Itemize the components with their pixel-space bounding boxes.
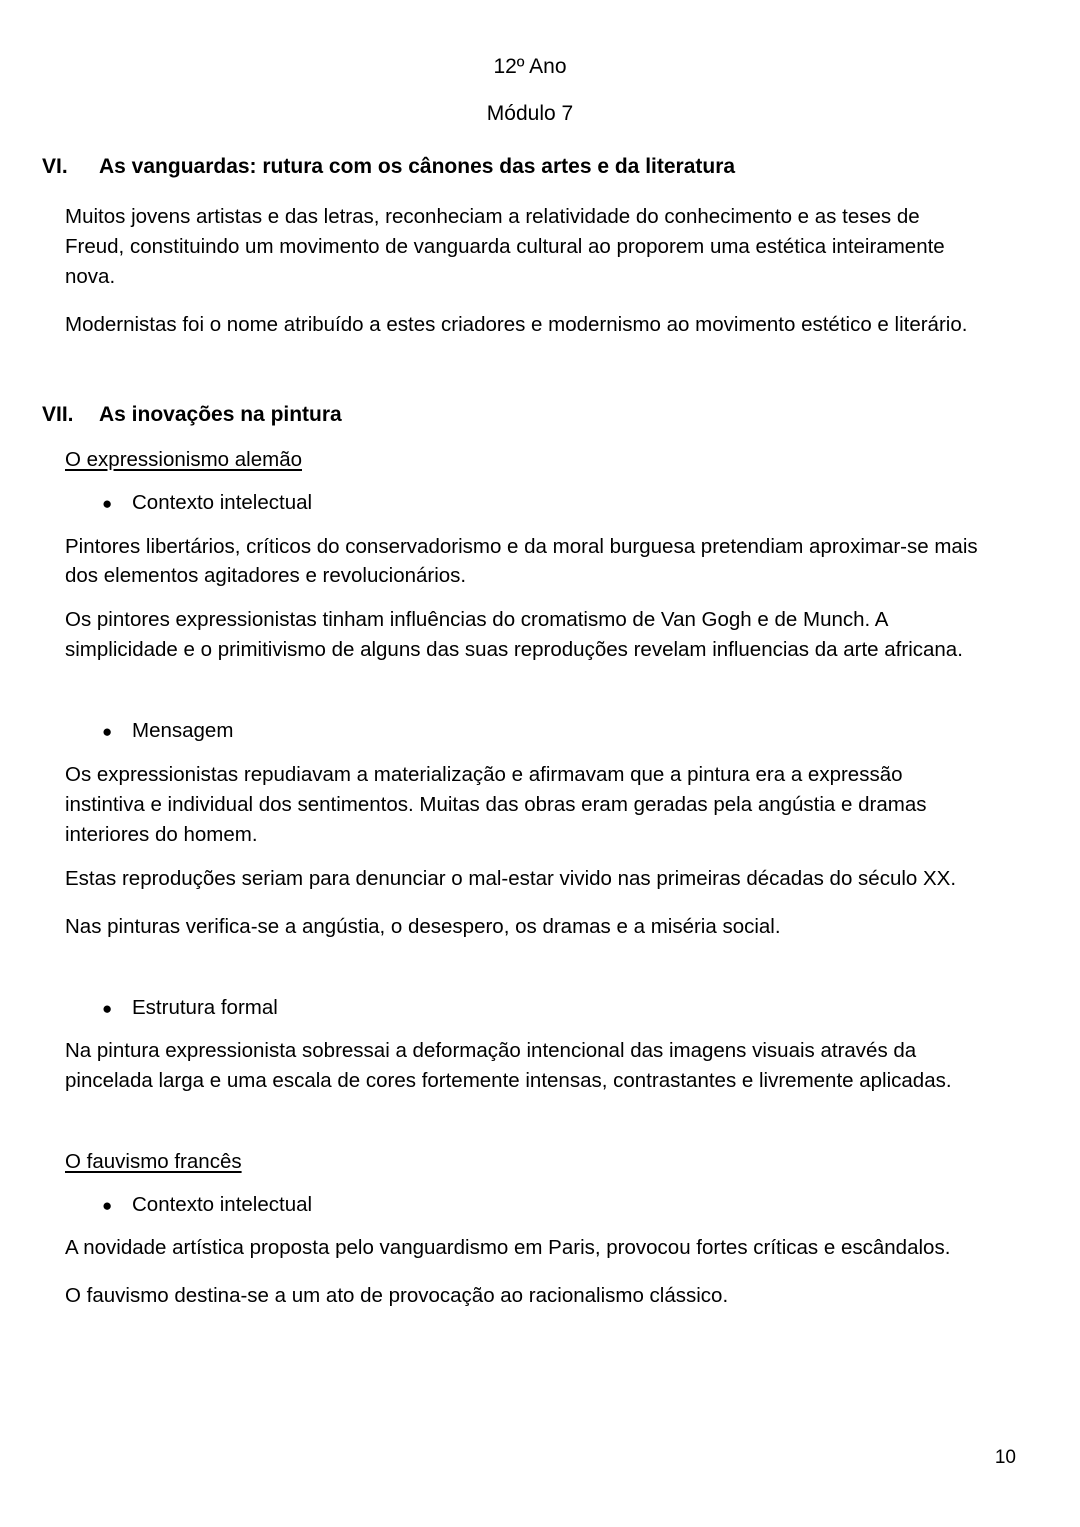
paragraph: Os expressionistas repudiavam a materialização e afirmavam que a pintura era a expressão instintiva e individual dos sentimentos. Muitas das obras eram geradas pela angústia e dramas interiores do homem. bbox=[65, 762, 927, 846]
paragraph: Estas reproduções seriam para denunciar o mal-estar vivido nas primeiras décadas do século XX. bbox=[65, 866, 957, 890]
paragraph: Nas pinturas verifica-se a angústia, o desespero, os dramas e a miséria social. bbox=[65, 914, 781, 938]
page-number: 10 bbox=[994, 1447, 1016, 1468]
bullet-dot-icon: ● bbox=[102, 1195, 113, 1215]
subsection-heading-fauvismo bbox=[40, 1148, 1020, 1177]
bullet-label: Contexto intelectual bbox=[132, 490, 313, 514]
paragraph: Muitos jovens artistas e das letras, reconheciam a relatividade do conhecimento e as teses de Freud, constituindo um movimento de vanguarda cultural ao proporem uma estética inteiramente nova. bbox=[65, 205, 945, 289]
bullet-mensagem bbox=[40, 717, 1020, 746]
paragraph: A novidade artística proposta pelo vanguardismo em Paris, provocou fortes críticas e escândalos. bbox=[65, 1236, 951, 1260]
section-number-vi: VI. bbox=[42, 155, 68, 178]
bullet-label: Contexto intelectual bbox=[132, 1192, 313, 1216]
section-heading-vi bbox=[40, 154, 1020, 180]
paragraph: Modernistas foi o nome atribuído a estes criadores e modernismo ao movimento estético e literário. bbox=[65, 313, 968, 337]
paragraph: O fauvismo destina-se a um ato de provocação ao racionalismo clássico. bbox=[65, 1284, 729, 1308]
bullet-dot-icon: ● bbox=[102, 998, 113, 1018]
paragraph: Na pintura expressionista sobressai a deformação intencional das imagens visuais através da pincelada larga e uma escala de cores fortemente intensas, contrastantes e livremente aplicadas. bbox=[65, 1039, 952, 1093]
bullet-dot-icon: ● bbox=[102, 722, 113, 742]
header-year: 12º Ano bbox=[493, 55, 567, 78]
document-header bbox=[40, 56, 1020, 124]
bullet-dot-icon: ● bbox=[102, 493, 113, 513]
bullet-contexto-intelectual-fauvismo bbox=[40, 1191, 1020, 1220]
paragraph: Os pintores expressionistas tinham influências do cromatismo de Van Gogh e de Munch. A simplicidade e o primitivismo de alguns das suas reproduções revelam influencias da arte africana. bbox=[65, 608, 963, 662]
bullet-label: Estrutura formal bbox=[132, 995, 278, 1019]
section-title-vi: As vanguardas: rutura com os cânones das artes e da literatura bbox=[99, 155, 736, 178]
section-heading-vii bbox=[40, 402, 1020, 428]
bullet-estrutura-formal bbox=[40, 994, 1020, 1023]
subsection-heading-text: O expressionismo alemão bbox=[65, 448, 302, 472]
subsection-heading-text: O fauvismo francês bbox=[65, 1150, 242, 1174]
section-number-vii: VII. bbox=[42, 402, 74, 426]
bullet-contexto-intelectual-expressionismo bbox=[40, 489, 1020, 518]
paragraph: Pintores libertários, críticos do conservadorismo e da moral burguesa pretendiam aproximar-se mais dos elementos agitadores e revolucionários. bbox=[65, 534, 978, 588]
subsection-heading-expressionismo bbox=[40, 446, 1020, 475]
bullet-label: Mensagem bbox=[132, 719, 234, 743]
section-title-vii: As inovações na pintura bbox=[99, 402, 342, 426]
header-module: Módulo 7 bbox=[486, 102, 574, 125]
